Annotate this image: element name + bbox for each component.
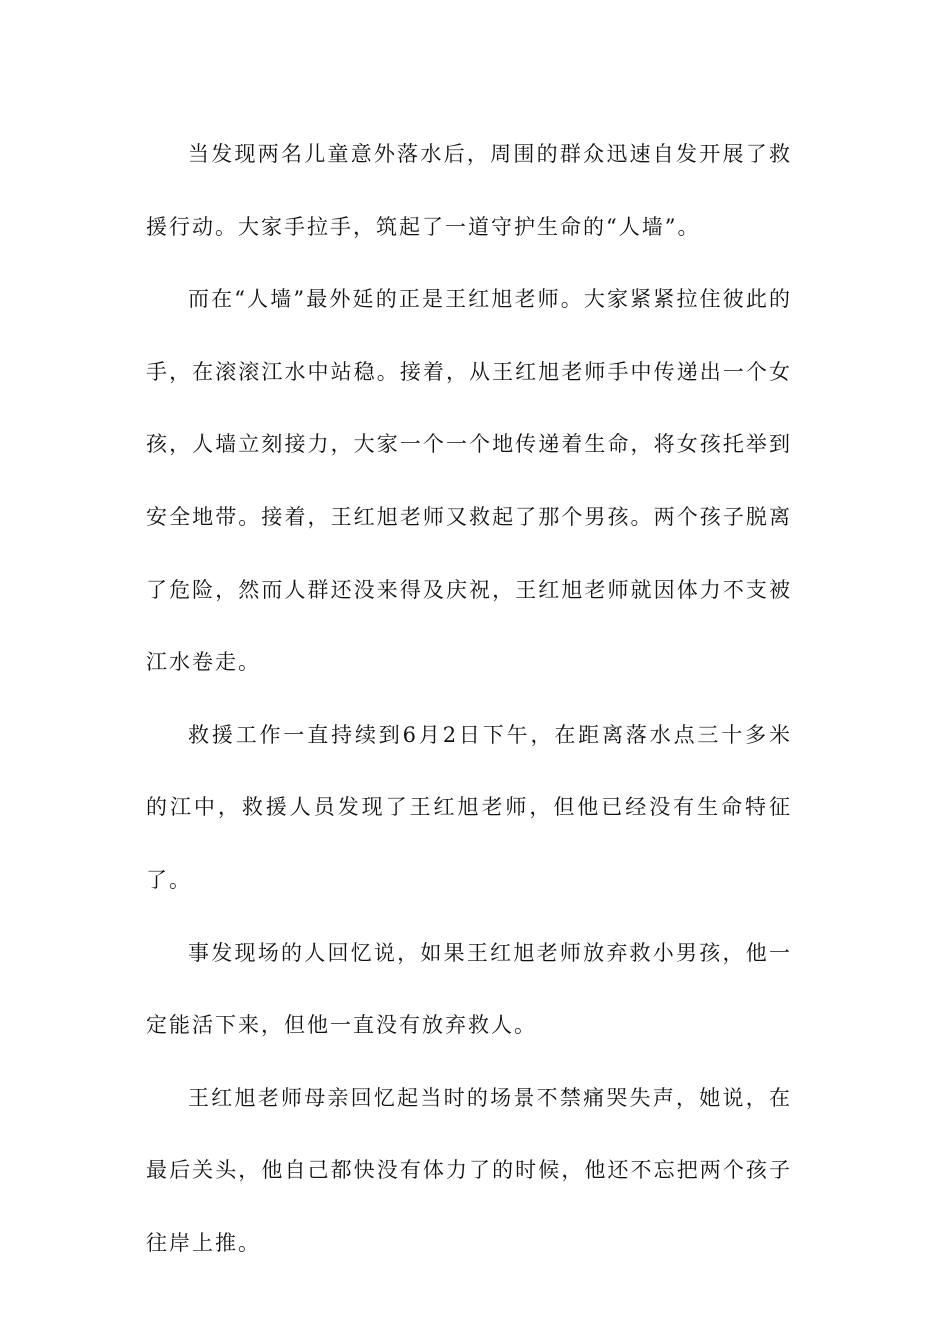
paragraph: 而在“人墙”最外延的正是王红旭老师。大家紧紧拉住彼此的手，在滚滚江水中站稳。接着，从王红旭老师手中传递出一个女孩，人墙立刻接力，大家一个一个地传递着生命，将女孩托举到安全地带。接着，王红旭老师又救起了那个男孩。两个孩子脱离了危险，然而人群还没来得及庆祝，王红旭老师就因体力不支被江水卷走。	[146, 287, 792, 675]
document-body	[146, 118, 792, 1280]
paragraph: 救援工作一直持续到6月2日下午，在距离落水点三十多米的江中，救援人员发现了王红旭老师，但他已经没有生命特征了。	[146, 722, 792, 892]
paragraph: 王红旭老师母亲回忆起当时的场景不禁痛哭失声，她说，在最后关头，他自己都快没有体力了的时候，他还不忘把两个孩子往岸上推。	[146, 1085, 792, 1255]
paragraph: 事发现场的人回忆说，如果王红旭老师放弃救小男孩，他一定能活下来，但他一直没有放弃救人。	[146, 940, 792, 1038]
paragraph: 当发现两名儿童意外落水后，周围的群众迅速自发开展了救援行动。大家手拉手，筑起了一道守护生命的“人墙”。	[146, 142, 792, 239]
